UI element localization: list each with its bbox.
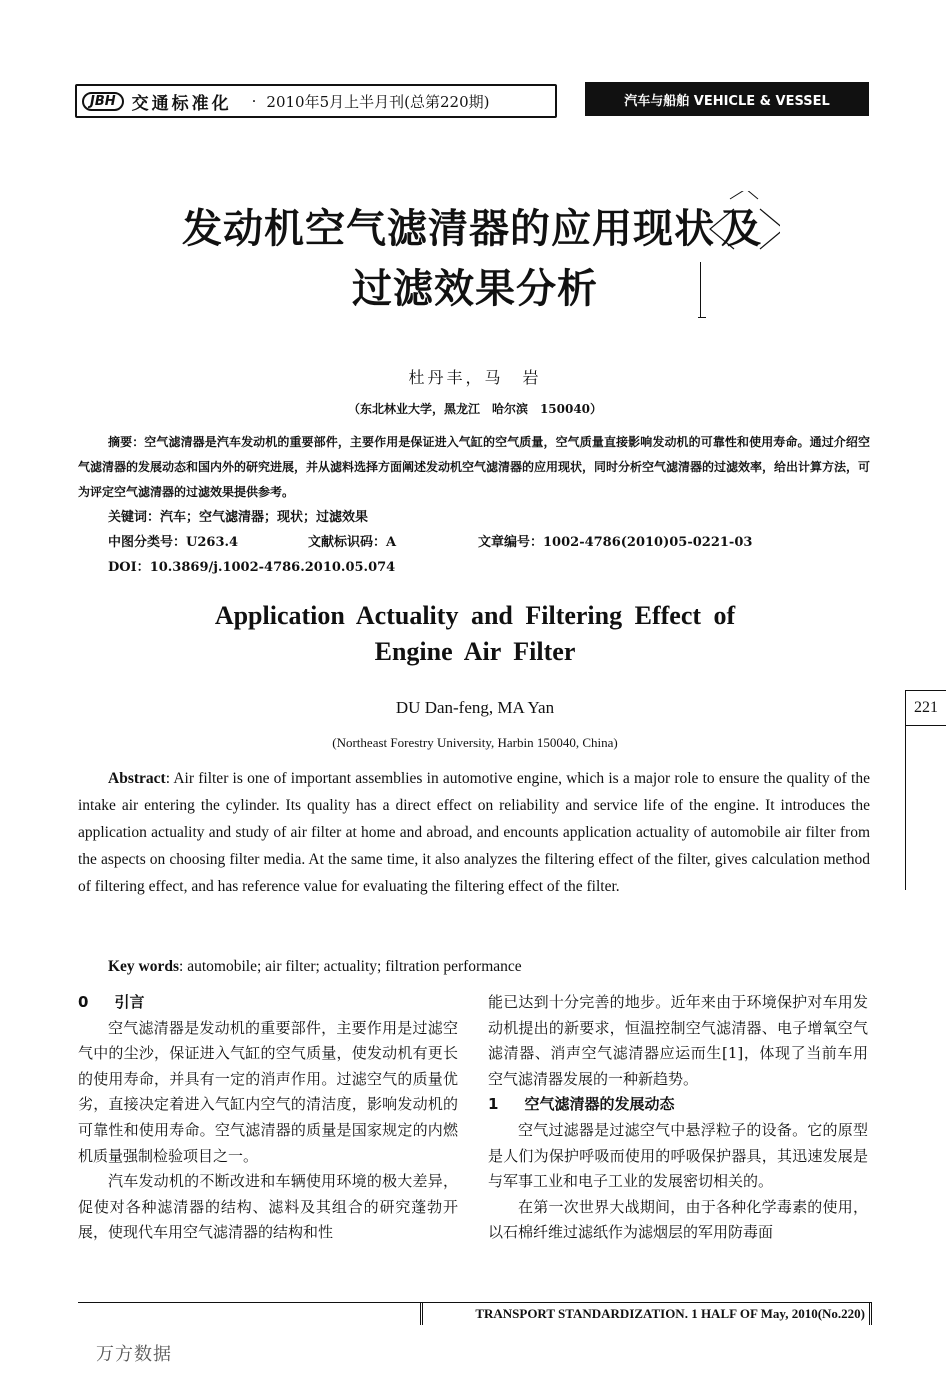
abstract-cn-text: 空气滤清器是汽车发动机的重要部件，主要作用是保证进入气缸的空气质量，空气质量直接影响发动机的可靠性和使用寿命。通过介绍空气滤清器的发展动态和国内外的研究进展，并从滤料选择方面阐述发动机空气滤清器的应用现状，同时分析空气滤清器的过滤效率，给出计算方法，可为评定空气滤清器的过滤效果提供参考。	[78, 435, 871, 499]
keywords-en-label: Key words	[108, 958, 180, 975]
section-0-title: 引言	[114, 993, 145, 1011]
edit-mark-icon	[700, 191, 780, 267]
body-column-left	[78, 990, 458, 1246]
abstract-cn-label: 摘要：	[108, 435, 145, 449]
abstract-en-colon: :	[165, 770, 170, 787]
abstract-cn	[78, 430, 870, 580]
clc-value: U263.4	[186, 535, 239, 550]
doi-label: DOI：	[108, 560, 150, 575]
title-en-line2: Engine Air Filter	[374, 637, 576, 666]
footer-journal: TRANSPORT STANDARDIZATION. 1 HALF OF May, 2010(No.220)	[420, 1303, 872, 1325]
paragraph-3: 能已达到十分完善的地步。近年来由于环境保护对车用发动机提出的新要求，恒温控制空气滤清器、电子增氧空气滤清器、消声空气滤清器应运而生[1]，体现了当前车用空气滤清器发展的一种新趋势。	[488, 993, 868, 1088]
doccode-value: A	[386, 535, 397, 550]
abstract-en-text: Air filter is one of important assemblies in automotive engine, which is a major role to ensure the quality of the intake air entering the cylinder. Its quality has a direct effect on reliability and service life of the engine. It introduces the application actuality and study of air filter at home and abroad, and encounts application actuality of automobile air filter from the aspects on choosing filter media. At the same time, it also analyzes the filtering effect of the filter, gives calculation method of filtering effect, and has reference value for evaluating the filtering effect of the filter.	[78, 770, 870, 895]
doccode-label: 文献标识码：	[308, 535, 387, 550]
authors-cn: 杜丹丰，马 岩	[408, 368, 542, 387]
side-rule	[905, 724, 906, 890]
doi-value: 10.3869/j.1002-4786.2010.05.074	[149, 560, 396, 575]
keywords-cn: 汽车；空气滤清器；现状；过滤效果	[160, 510, 369, 525]
abstract-en	[78, 765, 870, 900]
section-0-number: 0	[78, 993, 89, 1011]
paragraph-5: 在第一次世界大战期间，由于各种化学毒素的使用，以石棉纤维过滤纸作为滤烟层的军用防毒面	[488, 1197, 868, 1242]
watermark: 万方数据	[96, 1344, 172, 1365]
journal-header	[75, 84, 557, 118]
journal-name: 交通标准化	[131, 93, 232, 114]
title-cn-line1	[0, 204, 950, 254]
clc-label: 中图分类号：	[108, 535, 187, 550]
journal-logo: JBH	[82, 92, 124, 111]
title-en	[0, 598, 950, 670]
paragraph-2: 汽车发动机的不断改进和车辆使用环境的极大差异，促使对各种滤清器的结构、滤料及其组合的研究蓬勃开展，使现代车用空气滤清器的结构和性	[78, 1172, 458, 1242]
section-banner: 汽车与船舶 VEHICLE & VESSEL	[585, 82, 869, 116]
title-en-line1: Application Actuality and Filtering Effect of	[214, 601, 736, 630]
authors-en: DU Dan-feng, MA Yan	[395, 698, 555, 717]
affiliation-cn: （东北林业大学，黑龙江 哈尔滨 150040）	[347, 402, 603, 416]
keywords-en-text: : automobile; air filter; actuality; filtration performance	[179, 958, 522, 975]
body-column-right	[488, 990, 868, 1246]
title-cn-line2: 过滤效果分析	[352, 266, 598, 312]
article-no-value: 1002-4786(2010)05-0221-03	[543, 535, 753, 550]
section-1-heading	[488, 1092, 868, 1118]
affiliation-en: (Northeast Forestry University, Harbin 150040, China)	[332, 735, 618, 750]
section-1-number: 1	[488, 1095, 499, 1114]
keywords-en	[108, 958, 878, 976]
article-no-label: 文章编号：	[478, 535, 544, 550]
section-0-heading	[78, 990, 458, 1016]
keywords-cn-label: 关键词：	[108, 510, 161, 525]
section-1-title: 空气滤清器的发展动态	[524, 1095, 675, 1114]
edit-mark-tick	[698, 317, 706, 318]
header-bullet: ·	[251, 92, 257, 110]
paragraph-1: 空气滤清器是发动机的重要部件，主要作用是过滤空气中的尘沙，保证进入气缸的空气质量，使发动机有更长的使用寿命，并具有一定的消声作用。过滤空气的质量优劣，直接决定着进入气缸内空气的清洁度，影响发动机的可靠性和使用寿命。空气滤清器的质量是国家规定的内燃机质量强制检验项目之一。	[78, 1018, 458, 1165]
edit-mark-rule	[700, 262, 701, 318]
paragraph-4: 空气过滤器是过滤空气中悬浮粒子的设备。它的原型是人们为保护呼吸而使用的呼吸保护器具，其迅速发展是与军事工业和电子工业的发展密切相关的。	[488, 1120, 868, 1191]
title-cn-line1-text: 发动机空气滤清器的应用现状	[182, 206, 715, 252]
issue-info: 2010年5月上半月刊(总第220期)	[266, 92, 490, 111]
title-cn-editmark: 及	[721, 206, 762, 252]
page-number: 221	[905, 690, 946, 726]
abstract-en-label: Abstract	[108, 770, 166, 787]
